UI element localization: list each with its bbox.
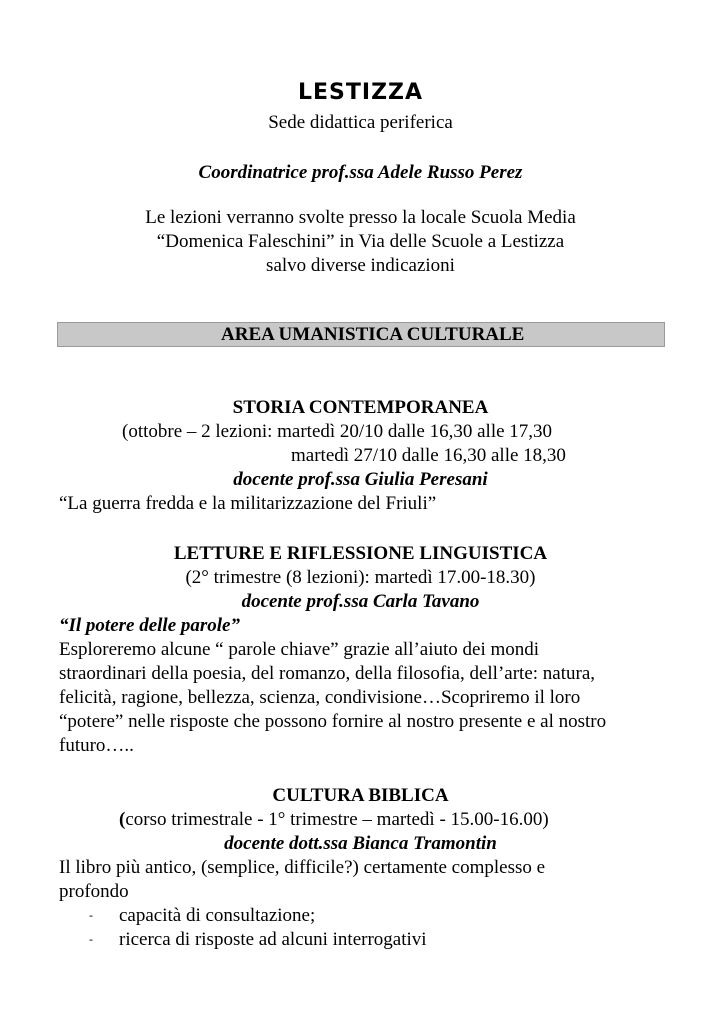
course-topic: “La guerra fredda e la militarizzazione del Friuli” — [59, 493, 437, 514]
coordinator-line: Coordinatrice prof.ssa Adele Russo Perez — [198, 162, 523, 183]
page-title: LESTIZZA — [297, 80, 423, 105]
course-schedule: (2° trimestre (8 lezioni): martedì 17.00-18.30) — [185, 567, 536, 588]
schedule-text: corso trimestrale - 1° trimestre – martedì - 15.00-16.00) — [125, 809, 549, 830]
bullet-item: capacità di consultazione; — [119, 905, 316, 926]
area-band — [57, 322, 665, 347]
course-schedule-line: martedì 27/10 dalle 16,30 alle 18,30 — [291, 445, 566, 466]
course-teacher: docente dott.ssa Bianca Tramontin — [224, 833, 497, 854]
course-description-line: “potere” nelle risposte che possono fornire al nostro presente e al nostro — [59, 711, 607, 732]
course-title: LETTURE E RIFLESSIONE LINGUISTICA — [173, 543, 548, 564]
page-subtitle: Sede didattica periferica — [268, 112, 453, 133]
area-band-label: AREA UMANISTICA CULTURALE — [221, 324, 525, 345]
intro-line-3: salvo diverse indicazioni — [266, 255, 455, 276]
course-description-line: futuro….. — [59, 735, 134, 756]
intro-line-2: “Domenica Faleschini” in Via delle Scuole a Lestizza — [156, 231, 565, 252]
intro-line-1: Le lezioni verranno svolte presso la locale Scuola Media — [145, 207, 576, 228]
course-description-line: profondo — [59, 881, 129, 902]
course-description-line: Esploreremo alcune “ parole chiave” grazie all’aiuto dei mondi — [59, 639, 540, 660]
course-title: STORIA CONTEMPORANEA — [232, 397, 489, 418]
bullet-marker: - — [89, 932, 93, 946]
course-description-line: felicità, ragione, bellezza, scienza, condivisione…Scopriremo il loro — [59, 687, 581, 708]
course-schedule — [119, 808, 689, 832]
course-description-line: straordinari della poesia, del romanzo, della filosofia, dell’arte: natura, — [59, 663, 596, 684]
bullet-item: ricerca di risposte ad alcuni interrogativi — [119, 929, 427, 950]
course-description-line: Il libro più antico, (semplice, difficile?) certamente complesso e — [59, 857, 546, 878]
course-teacher: docente prof.ssa Giulia Peresani — [233, 469, 488, 490]
course-subtitle: “Il potere delle parole” — [59, 615, 240, 636]
course-schedule-line: (ottobre – 2 lezioni: martedì 20/10 dalle 16,30 alle 17,30 — [122, 421, 553, 442]
schedule-open-paren: ( — [119, 809, 126, 830]
course-title: CULTURA BIBLICA — [272, 785, 449, 806]
bullet-marker: - — [89, 908, 93, 922]
course-teacher: docente prof.ssa Carla Tavano — [241, 591, 480, 612]
